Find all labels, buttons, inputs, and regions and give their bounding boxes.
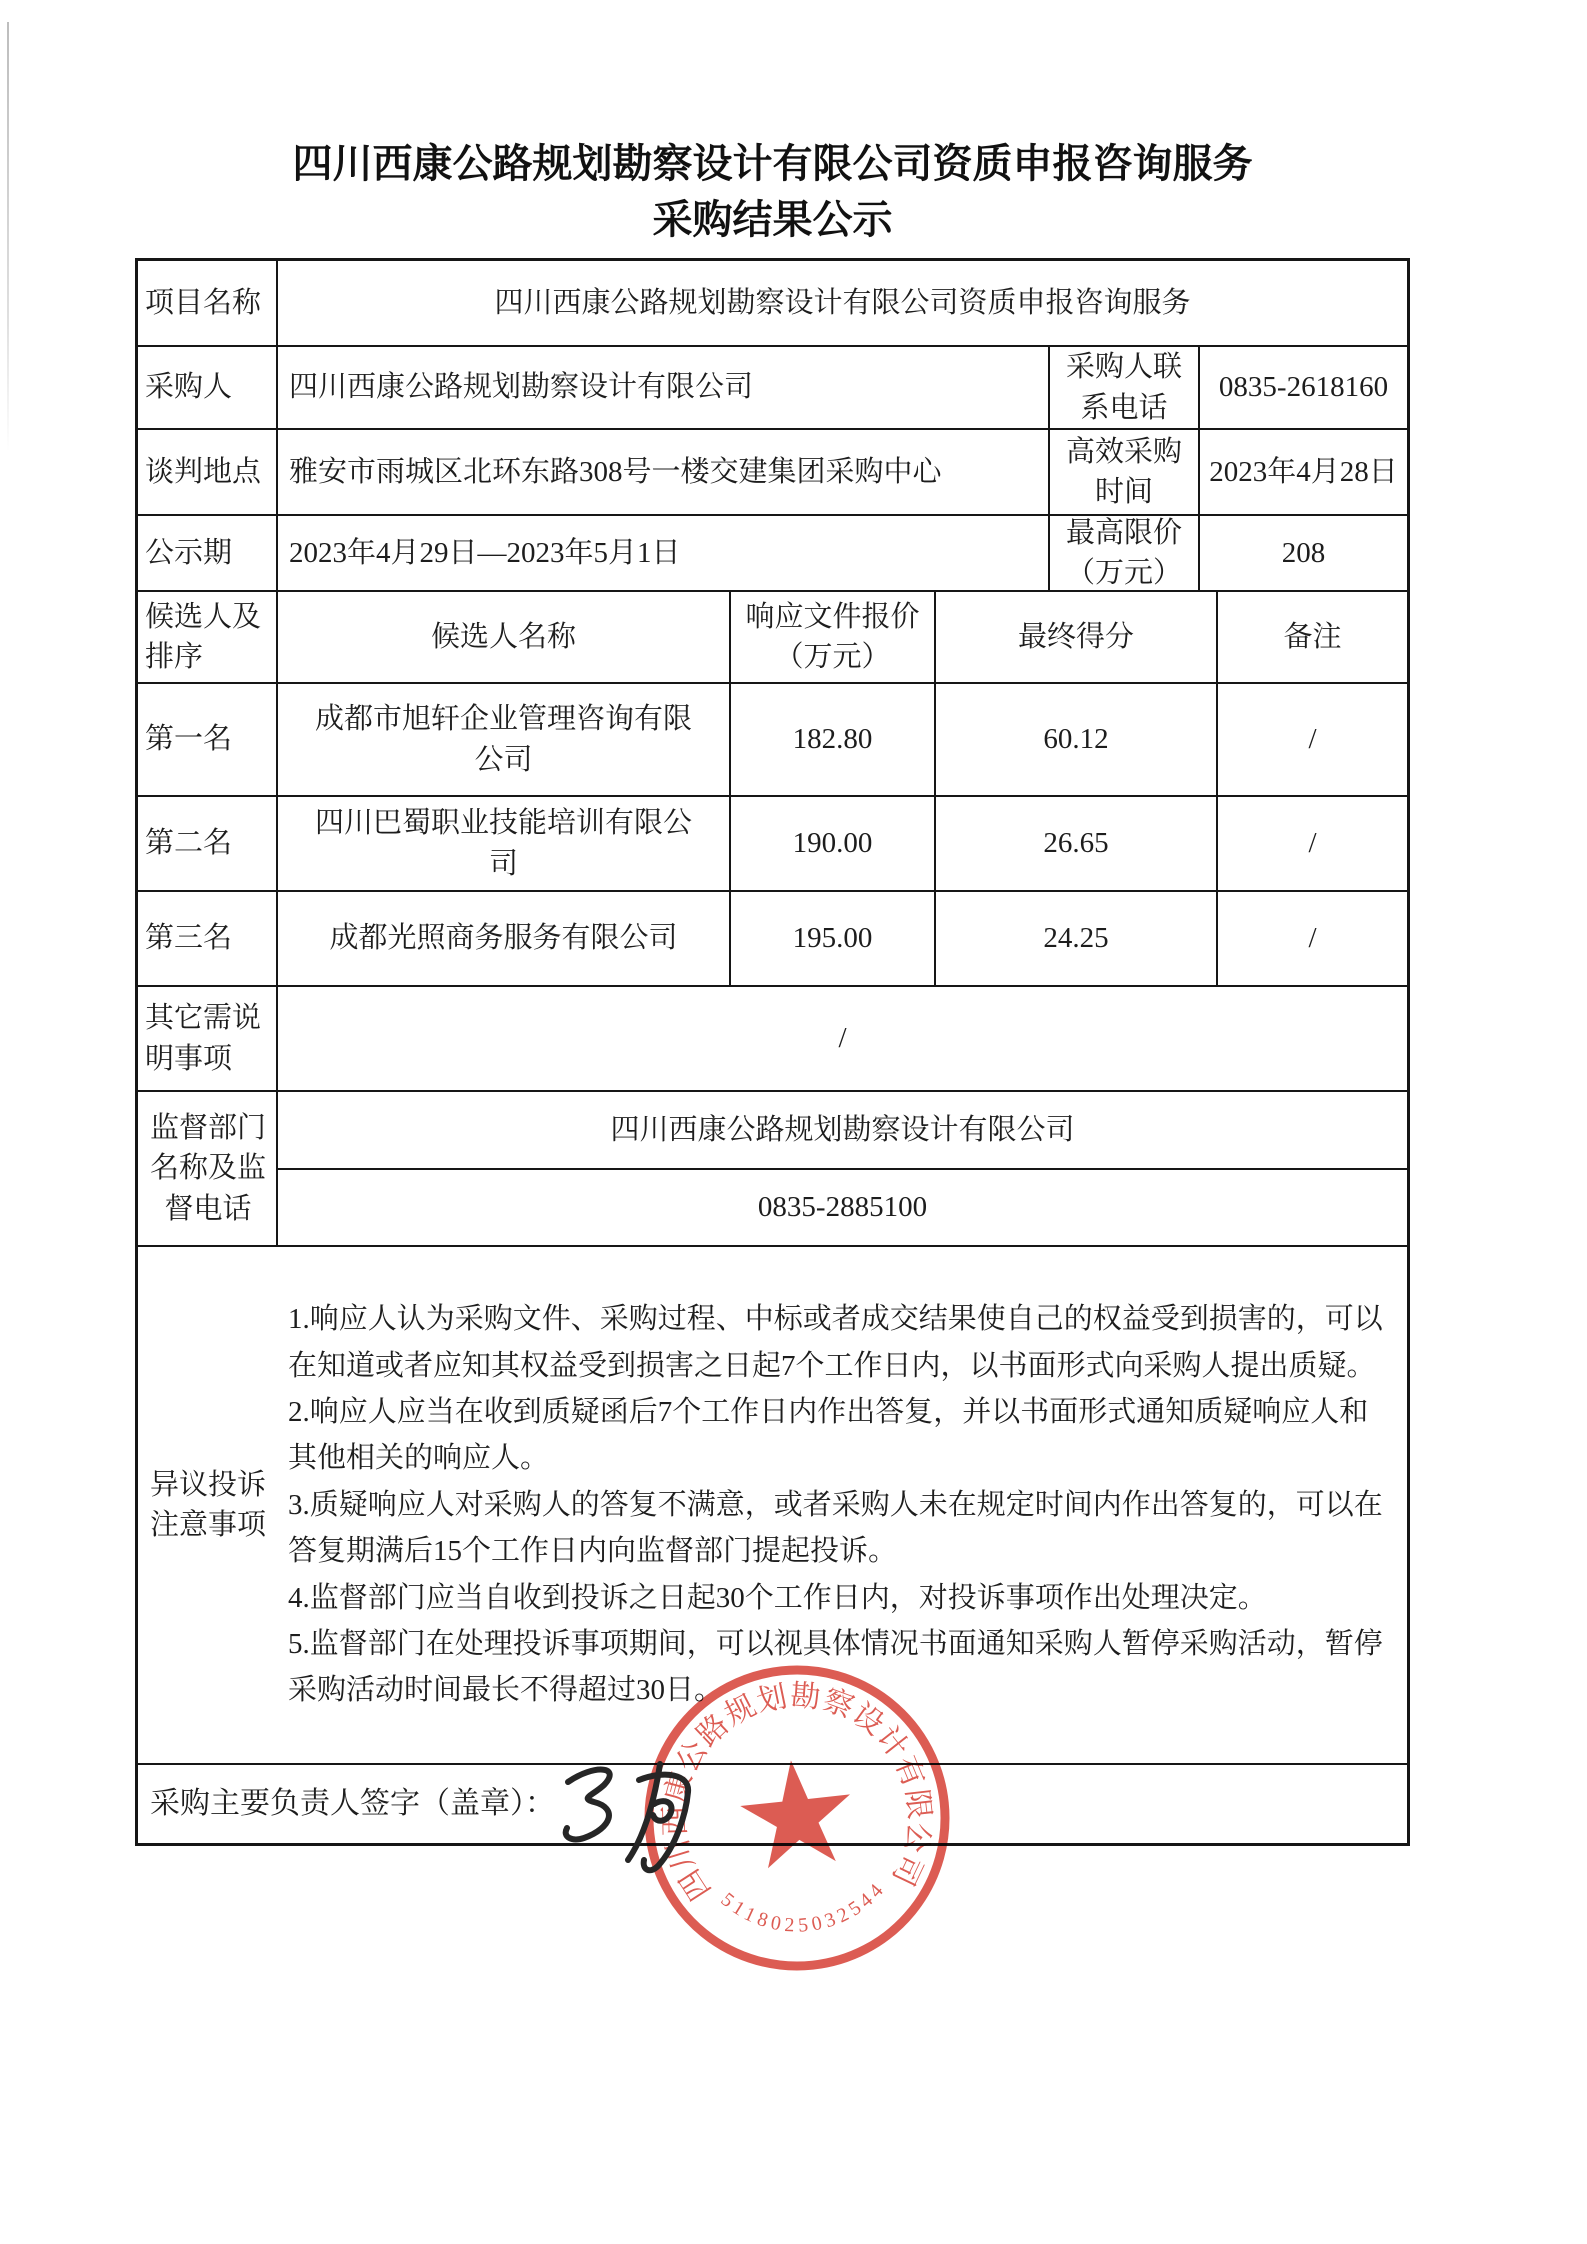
buyer-value: 四川西康公路规划勘察设计有限公司 [276,347,1048,428]
col-header-price: 响应文件报价（万元） [729,592,934,682]
objection-item: 3.质疑响应人对采购人的答复不满意，或者采购人未在规定时间内作出答复的，可以在答复期满后15个工作日内向监督部门提起投诉。 [288,1488,1383,1568]
row-project-name [138,261,1407,345]
table-row [138,795,1407,890]
row-supervisor [138,1090,1407,1245]
buyer-label: 采购人 [145,371,233,404]
seal-serial-number: 5118025032544 [716,1876,891,1937]
candidate-price: 190.00 [729,797,934,890]
candidates-header-row [138,590,1407,682]
table-row [138,890,1407,985]
col-header-score: 最终得分 [934,592,1216,682]
row-publicity-period [138,514,1407,590]
candidate-price: 182.80 [729,684,934,795]
title-line-1: 四川西康公路规划勘察设计有限公司资质申报咨询服务 [292,142,1253,186]
objection-label: 异议投诉注意事项 [149,1468,266,1541]
publicity-value: 2023年4月29日—2023年5月1日 [276,516,1048,590]
candidate-name: 四川巴蜀职业技能培训有限公司 [276,797,729,890]
supervisor-values [276,1092,1407,1245]
seal-company-text: 四川西康公路规划勘察设计有限公司 [658,1679,936,1907]
row-negotiation-location [138,428,1407,514]
document-title [135,136,1410,248]
row-other-notes [138,985,1407,1090]
table-row [138,682,1407,795]
publicity-label: 公示期 [145,536,233,569]
supervisor-phone: 0835-2885100 [278,1168,1407,1246]
title-line-2: 采购结果公示 [652,198,893,242]
objection-item: 4.监督部门应当自收到投诉之日起30个工作日内，对投诉事项作出处理决定。 [288,1581,1267,1614]
candidate-rank: 第一名 [145,723,233,756]
other-notes-value: / [276,987,1407,1090]
candidate-rank: 第二名 [145,827,233,860]
supervisor-name: 四川西康公路规划勘察设计有限公司 [610,1113,1075,1146]
objection-item: 1.响应人认为采购文件、采购过程、中标或者成交结果使自己的权益受到损害的，可以在知道或者应知其权益受到损害之日起7个工作日内，以书面形式向采购人提出质疑。 [288,1303,1383,1382]
max-price-value: 208 [1198,516,1407,590]
procure-time-label: 高效采购时间 [1048,430,1198,514]
candidate-score: 26.65 [934,797,1216,890]
candidate-name: 成都光照商务服务有限公司 [276,892,729,985]
procure-time-value: 2023年4月28日 [1198,430,1407,514]
buyer-phone-label: 采购人联系电话 [1048,347,1198,428]
candidate-name: 成都市旭轩企业管理咨询有限公司 [276,684,729,795]
candidate-remark: / [1216,684,1407,795]
col-header-remark: 备注 [1216,592,1407,682]
candidate-remark: / [1216,892,1407,985]
candidate-score: 24.25 [934,892,1216,985]
other-notes-label: 其它需说明事项 [145,1002,262,1075]
signature-line-label: 采购主要负责人签字（盖章）： [150,1787,555,1821]
star-icon [736,1755,857,1871]
location-value: 雅安市雨城区北环东路308号一楼交建集团采购中心 [276,430,1048,514]
scan-edge-artifact [7,22,9,452]
location-label: 谈判地点 [145,455,262,488]
objection-item: 5.监督部门在处理投诉事项期间，可以视具体情况书面通知采购人暂停采购活动，暂停采购活动时间最长不得超过30日。 [288,1627,1383,1707]
procurement-result-table [135,258,1410,1846]
row-buyer [138,345,1407,428]
max-price-label: 最高限价（万元） [1048,516,1198,590]
buyer-phone-value: 0835-2618160 [1198,347,1407,428]
supervisor-label: 监督部门名称及监督电话 [149,1112,266,1225]
col-header-rank: 候选人及排序 [145,600,262,673]
candidate-rank: 第三名 [145,922,233,955]
handwritten-signature [542,1752,722,1882]
col-header-name: 候选人名称 [276,592,729,682]
project-name-label: 项目名称 [145,286,262,319]
candidate-remark: / [1216,797,1407,890]
project-name-value: 四川西康公路规划勘察设计有限公司资质申报咨询服务 [276,261,1407,345]
candidate-score: 60.12 [934,684,1216,795]
candidate-price: 195.00 [729,892,934,985]
objection-item: 2.响应人应当在收到质疑函后7个工作日内作出答复，并以书面形式通知质疑响应人和其他相关的响应人。 [288,1396,1369,1475]
